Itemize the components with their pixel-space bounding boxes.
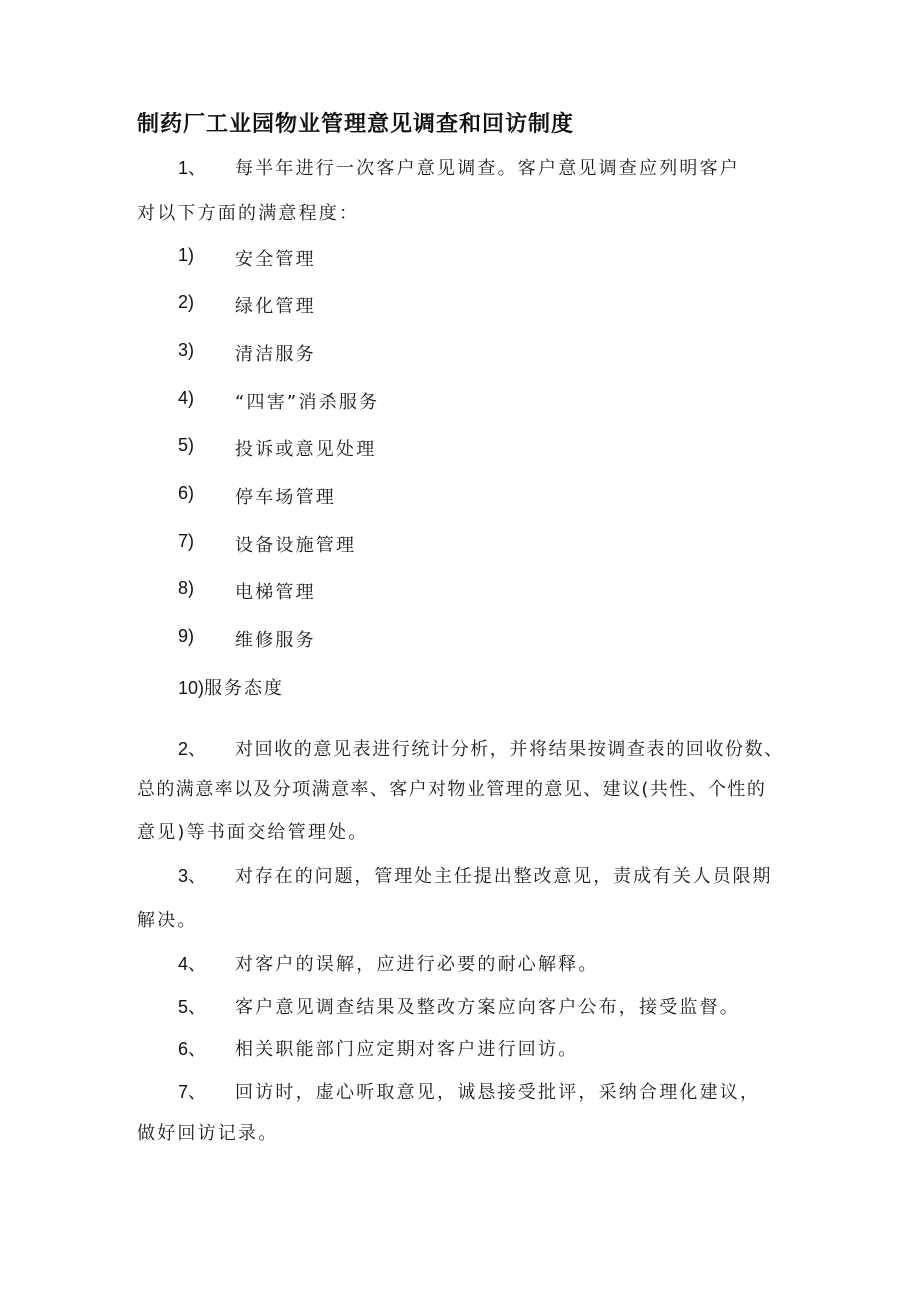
list-item-text: 停车场管理 (235, 487, 336, 508)
list-item-number: 2) (178, 292, 195, 312)
section-7-number: 7、 (178, 1082, 207, 1102)
list-item-number: 1) (178, 245, 195, 265)
list-item-10 (178, 674, 284, 700)
list-item-number: 5) (178, 435, 195, 455)
section-2-number: 2、 (178, 739, 207, 759)
section-2-line-3: 意见)等书面交给管理处。 (137, 822, 369, 843)
section-3-line-2: 解决。 (137, 910, 198, 931)
list-item-text: 设备设施管理 (235, 535, 357, 556)
list-item-number: 9) (178, 626, 195, 646)
list-item-text: 维修服务 (235, 630, 316, 651)
section-4-number: 4、 (178, 954, 207, 974)
section-3-number: 3、 (178, 866, 207, 886)
list-item-text: “四害”消杀服务 (235, 392, 380, 413)
section-2-line-2: 总的满意率以及分项满意率、客户对物业管理的意见、建议(共性、个性的 (137, 779, 767, 800)
list-item-number: 4) (178, 388, 195, 408)
section-2-line-1: 对回收的意见表进行统计分析，并将结果按调查表的回收份数、 (235, 739, 784, 760)
section-5-number: 5、 (178, 997, 207, 1017)
section-7-line-2: 做好回访记录。 (137, 1123, 279, 1144)
section-4-line-1: 对客户的误解，应进行必要的耐心解释。 (235, 954, 599, 975)
list-item-text: 安全管理 (235, 249, 316, 270)
list-item-number: 6) (178, 483, 195, 503)
list-item-text: 电梯管理 (235, 582, 316, 603)
section-6-line-1: 相关职能部门应定期对客户进行回访。 (235, 1039, 579, 1060)
section-7-line-1: 回访时，虚心听取意见，诚恳接受批评，采纳合理化建议， (235, 1082, 761, 1103)
section-3-line-1: 对存在的问题，管理处主任提出整改意见，责成有关人员限期 (235, 866, 773, 887)
section-1-number: 1、 (178, 158, 207, 178)
list-item-number: 10) (178, 678, 205, 698)
document-title: 制药厂工业园物业管理意见调查和回访制度 (137, 112, 575, 137)
section-6-number: 6、 (178, 1039, 207, 1059)
list-item-text: 投诉或意见处理 (235, 439, 377, 460)
list-item-text: 清洁服务 (235, 344, 316, 365)
list-item-number: 8) (178, 578, 195, 598)
section-1-line-1: 每半年进行一次客户意见调查。客户意见调查应列明客户 (235, 158, 740, 179)
list-item-number: 7) (178, 531, 195, 551)
section-1-line-2: 对以下方面的满意程度： (137, 203, 360, 224)
list-item-text: 绿化管理 (235, 296, 316, 317)
list-item-number: 3) (178, 340, 195, 360)
list-item-text: 服务态度 (204, 678, 285, 699)
section-5-line-1: 客户意见调查结果及整改方案应向客户公布，接受监督。 (235, 997, 740, 1018)
